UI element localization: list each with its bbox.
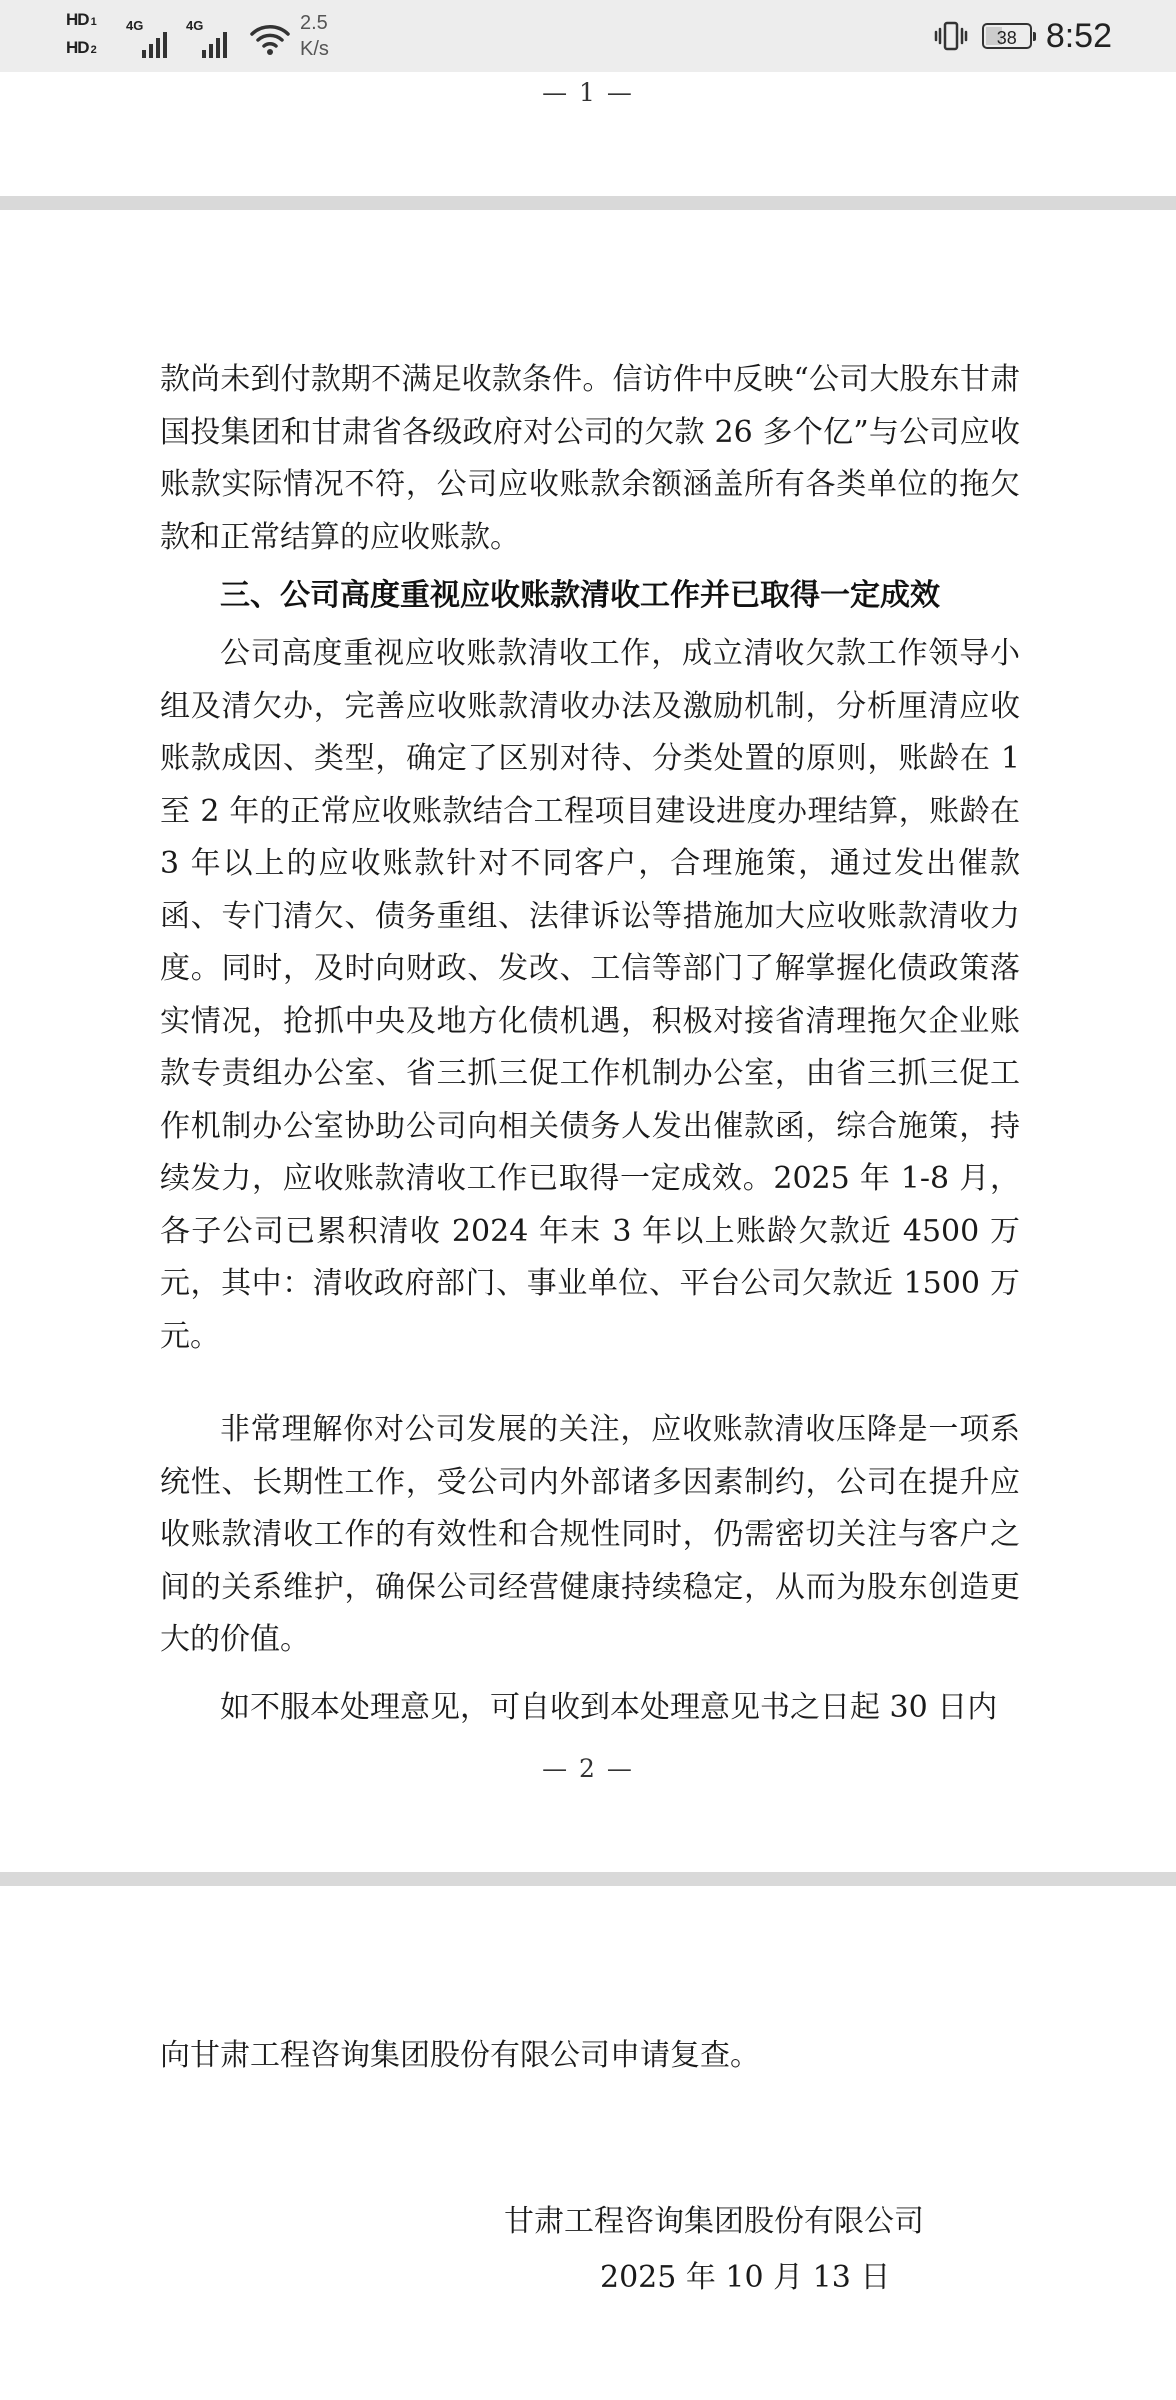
signal-strength-icon	[126, 18, 170, 58]
hd2-indicator: HD 2	[66, 38, 96, 57]
paragraph-collection-work: 公司高度重视应收账款清收工作，成立清收欠款工作领导小组及清欠办，完善应收账款清收办法及激励机制，分析厘清应收账款成因、类型，确定了区别对待、分类处置的原则，账龄在 1 至 2 年的正常应收账款结合工程项目建设进度办理结算，账龄在 3 年以上的应收账款针对不同客户，合理施策，通过发出催款函、专门清欠、债务重组、法律诉讼等措施加大应收账款清收力度。同时，及时向财政、发改、工信等部门了解掌握化债政策落实情况，抢抓中央及地方化债机遇，积极对接省清理拖欠企业账款专责组办公室、省三抓三促工作机制办公室，由省三抓三促工作机制办公室协助公司向相关债务人发出催款函，综合施策，持续发力，应收账款清收工作已取得一定成效。2025 年 1-8 月，各子公司已累积清收 2024 年末 3 年以上账龄欠款近 4500 万元，其中：清收政府部门、事业单位、平台公司欠款近 1500 万元。	[160, 636, 1020, 1354]
battery-level: 38	[996, 28, 1017, 48]
paragraph-appeal-end: 向甘肃工程咨询集团股份有限公司申请复查。	[160, 2038, 760, 2073]
signature-date: 2025 年 10 月 13 日	[600, 2260, 891, 2295]
section-heading-3: 三、公司高度重视应收账款清收工作并已取得一定成效	[220, 578, 940, 613]
hd-voice-indicators	[66, 8, 118, 68]
status-time: 8:52	[1045, 16, 1112, 55]
vibrate-icon	[934, 19, 968, 53]
page-number: — 1 —	[542, 78, 634, 107]
signature-company: 甘肃工程咨询集团股份有限公司	[504, 2204, 924, 2239]
page-separator	[0, 1872, 1176, 1886]
network-type-label: 4G	[186, 18, 204, 33]
network-speed: 2.5 K/s	[300, 12, 329, 60]
paragraph-continued: 款尚未到付款期不满足收款条件。信访件中反映“公司大股东甘肃国投集团和甘肃省各级政府对公司的欠款 26 多个亿”与公司应收账款实际情况不符，公司应收账款余额涵盖所有各类单位的拖欠款和正常结算的应收账款。	[160, 362, 1020, 555]
wifi-icon	[250, 22, 290, 56]
page-separator	[0, 196, 1176, 210]
paragraph-appeal-start: 如不服本处理意见，可自收到本处理意见书之日起 30 日内	[220, 1690, 998, 1725]
hd1-indicator: HD 1	[66, 10, 96, 29]
battery-icon	[982, 23, 1032, 49]
signal-strength-icon	[186, 18, 230, 58]
status-right	[934, 12, 1112, 60]
page-number: — 2 —	[542, 1754, 634, 1783]
status-bar	[0, 0, 1176, 72]
network-type-label: 4G	[126, 18, 144, 33]
paragraph-closing: 非常理解你对公司发展的关注，应收账款清收压降是一项系统性、长期性工作，受公司内外部诸多因素制约，公司在提升应收账款清收工作的有效性和合规性同时，仍需密切关注与客户之间的关系维护，确保公司经营健康持续稳定，从而为股东创造更大的价值。	[160, 1412, 1020, 1657]
